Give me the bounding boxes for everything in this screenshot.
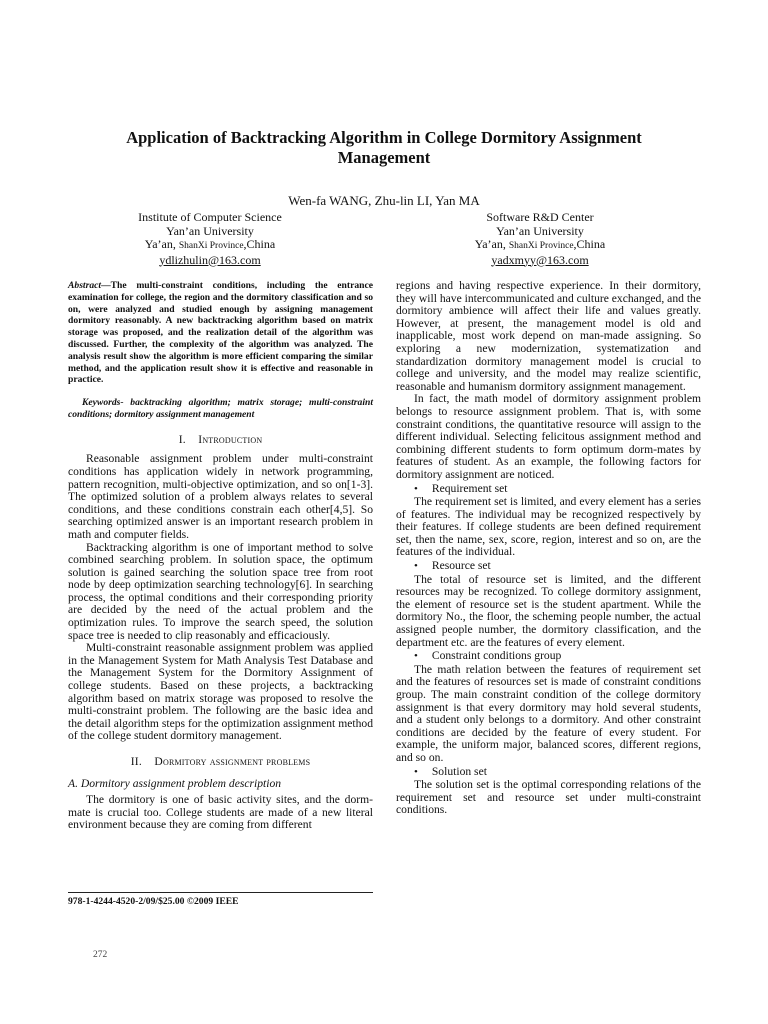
abstract-label: Abstract bbox=[68, 280, 102, 291]
bullet-item bbox=[396, 560, 701, 573]
affiliation-email[interactable]: yadxmyy@163.com bbox=[491, 252, 589, 267]
affiliation-location bbox=[110, 238, 310, 254]
affiliation-univ: Yan’an University bbox=[166, 223, 254, 238]
affiliation-city: Ya’an, bbox=[144, 237, 176, 251]
bullet-text: The requirement set is limited, and every element has a series of features. The individual may be recognized respectively by their features. If college students are been defined requirement set, then the name, sex, score, region, interest and so on, are the features of the individual. bbox=[396, 495, 701, 559]
bullet-text: The math relation between the features of requirement set and the features of resources set is made of constraint conditions group. The main constraint condition of the college dormitory assignment is that every dormitory may hold several students, and a student only belongs to a dormitory. And other constraint conditions are decided by the feature of every student. For example, the uniform major, balanced scores, different regions, and so on. bbox=[396, 662, 701, 764]
section-heading-introduction bbox=[68, 434, 373, 447]
section2-paragraph-1-continued: regions and having respective experience. In their dormitory, they will have intercommunicated and culture exchanged, and the dormitory ambience will affect their life and values greatly. However, at present, the management model is old and inapplicable, most work depend on man-made assigning. So exploring a new modernization, systematization and standardization dormitory management model is crucial to college and university, and the model may realize scientific, reasonable and humanism dormitory assignment management. bbox=[396, 279, 701, 393]
bullet-label: Resource set bbox=[431, 559, 491, 573]
abstract-text: —The multi-constraint conditions, including the entrance examination for college, the region and the dormitory classification and so on, were analyzed and studied enough by assigning management dormitory reasonably. A new backtracking algorithm based on matrix storage was proposed, and the realization detail of the algorithm was discussed. Further, the complexity of the algorithm was analyzed. The analysis result show the algorithm is more efficient comparing the similar method, and the application result show it is effective and reasonable in practice. bbox=[68, 280, 373, 386]
author-list: Wen-fa WANG, Zhu-lin LI, Yan MA bbox=[288, 193, 480, 208]
bullet-label: Solution set bbox=[431, 764, 487, 778]
subsection-heading: A. Dormitory assignment problem description bbox=[68, 776, 282, 790]
bullet-icon: • bbox=[414, 482, 418, 495]
affiliation-left bbox=[110, 211, 310, 267]
section-number: I. bbox=[178, 432, 186, 446]
intro-paragraph-2: Backtracking algorithm is one of important method to solve combined searching problem. In solution space, the optimum solution is gained searching the solution space tree from root node by deep optimization searching technology[6]. In searching process, the optimal conditions and their corresponding priority are decided by the need of the actual problem and the optimization rules. To improve the search speed, the solution space tree is needed to clip reasonably and efficaciously. bbox=[68, 540, 373, 642]
affiliation-dept: Software R&D Center bbox=[486, 210, 594, 224]
bullet-text: The solution set is the optimal corresponding relations of the requirement set and resource set under multi-constraint conditions. bbox=[396, 778, 701, 817]
bullet-item bbox=[396, 650, 701, 663]
copyright-footnote: 978-1-4244-4520-2/09/$25.00 ©2009 IEEE bbox=[68, 892, 373, 908]
bullet-icon: • bbox=[414, 650, 418, 663]
right-column bbox=[396, 280, 701, 817]
bullet-icon: • bbox=[414, 560, 418, 573]
affiliation-country: ,China bbox=[573, 237, 606, 251]
affiliation-univ: Yan’an University bbox=[496, 223, 584, 238]
affiliation-province: ShanXi Province bbox=[508, 241, 574, 251]
bullet-item bbox=[396, 483, 701, 496]
intro-paragraph-3: Multi-constraint reasonable assignment problem was applied in the Management System for Math Analysis Test Database and the Management System for the Dormitory Assignment of college students. Based on these projects, a backtracking algorithm based on matrix storage was proposed to resolve the multi-constraint problem. The following are the basic idea and the detail algorithm steps for the optimization assignment method of the college student dormitory management. bbox=[68, 641, 373, 743]
paper-title: Application of Backtracking Algorithm in College Dormitory Assignment Management bbox=[126, 128, 642, 167]
left-column bbox=[68, 280, 373, 832]
intro-paragraph-1: Reasonable assignment problem under multi-constraint conditions has application widely in network programming, pattern recognition, multi-objective optimization, and so on[1-3]. The optimized solution of a problem always relates to several conditions, and these conditions constrain each other[4,5]. So searching optimized answer is an important research problem in math and computer fields. bbox=[68, 452, 373, 541]
abstract bbox=[68, 280, 373, 386]
section-heading-dormitory bbox=[68, 756, 373, 769]
section2-paragraph-1: The dormitory is one of basic activity sites, and the dorm-mate is crucial too. College students are made of a new literal environment because they are coming from different bbox=[68, 793, 373, 832]
bullet-icon: • bbox=[414, 765, 418, 778]
affiliation-location bbox=[440, 238, 640, 254]
affiliation-dept: Institute of Computer Science bbox=[138, 210, 282, 224]
bullet-label: Constraint conditions group bbox=[431, 649, 562, 663]
section-number: II. bbox=[130, 755, 142, 769]
affiliation-right bbox=[440, 211, 640, 267]
section-title: Dormitory assignment problems bbox=[154, 755, 311, 769]
keywords: Keywords- backtracking algorithm; matrix storage; multi-constraint conditions; dormitory assignment management bbox=[68, 397, 373, 420]
section2-paragraph-2: In fact, the math model of dormitory assignment problem belongs to resource assignment problem. That is, with some constraint conditions, the quantitative resource will assign to the different individual. Selecting felicitous assignment method and combining different students to form optimum dorm-mates by features of student. As an example, the following factors for dormitory assignment are noticed. bbox=[396, 392, 701, 481]
section-title: Introduction bbox=[198, 432, 263, 446]
bullet-item bbox=[396, 766, 701, 779]
affiliation-city: Ya’an, bbox=[474, 237, 506, 251]
affiliation-country: ,China bbox=[243, 237, 276, 251]
affiliation-email[interactable]: ydlizhulin@163.com bbox=[159, 252, 261, 267]
bullet-label: Requirement set bbox=[431, 481, 508, 495]
affiliation-province: ShanXi Province bbox=[178, 241, 244, 251]
bullet-text: The total of resource set is limited, and the different resources may be recognized. To college dormitory assignment, the element of resource set is the student apartment. While the dormitory No., the floor, the scheming people number, the actual assigned people number, the dormitory classification, and the department etc. are the features of every element. bbox=[396, 572, 701, 649]
page-number: 272 bbox=[93, 950, 108, 960]
